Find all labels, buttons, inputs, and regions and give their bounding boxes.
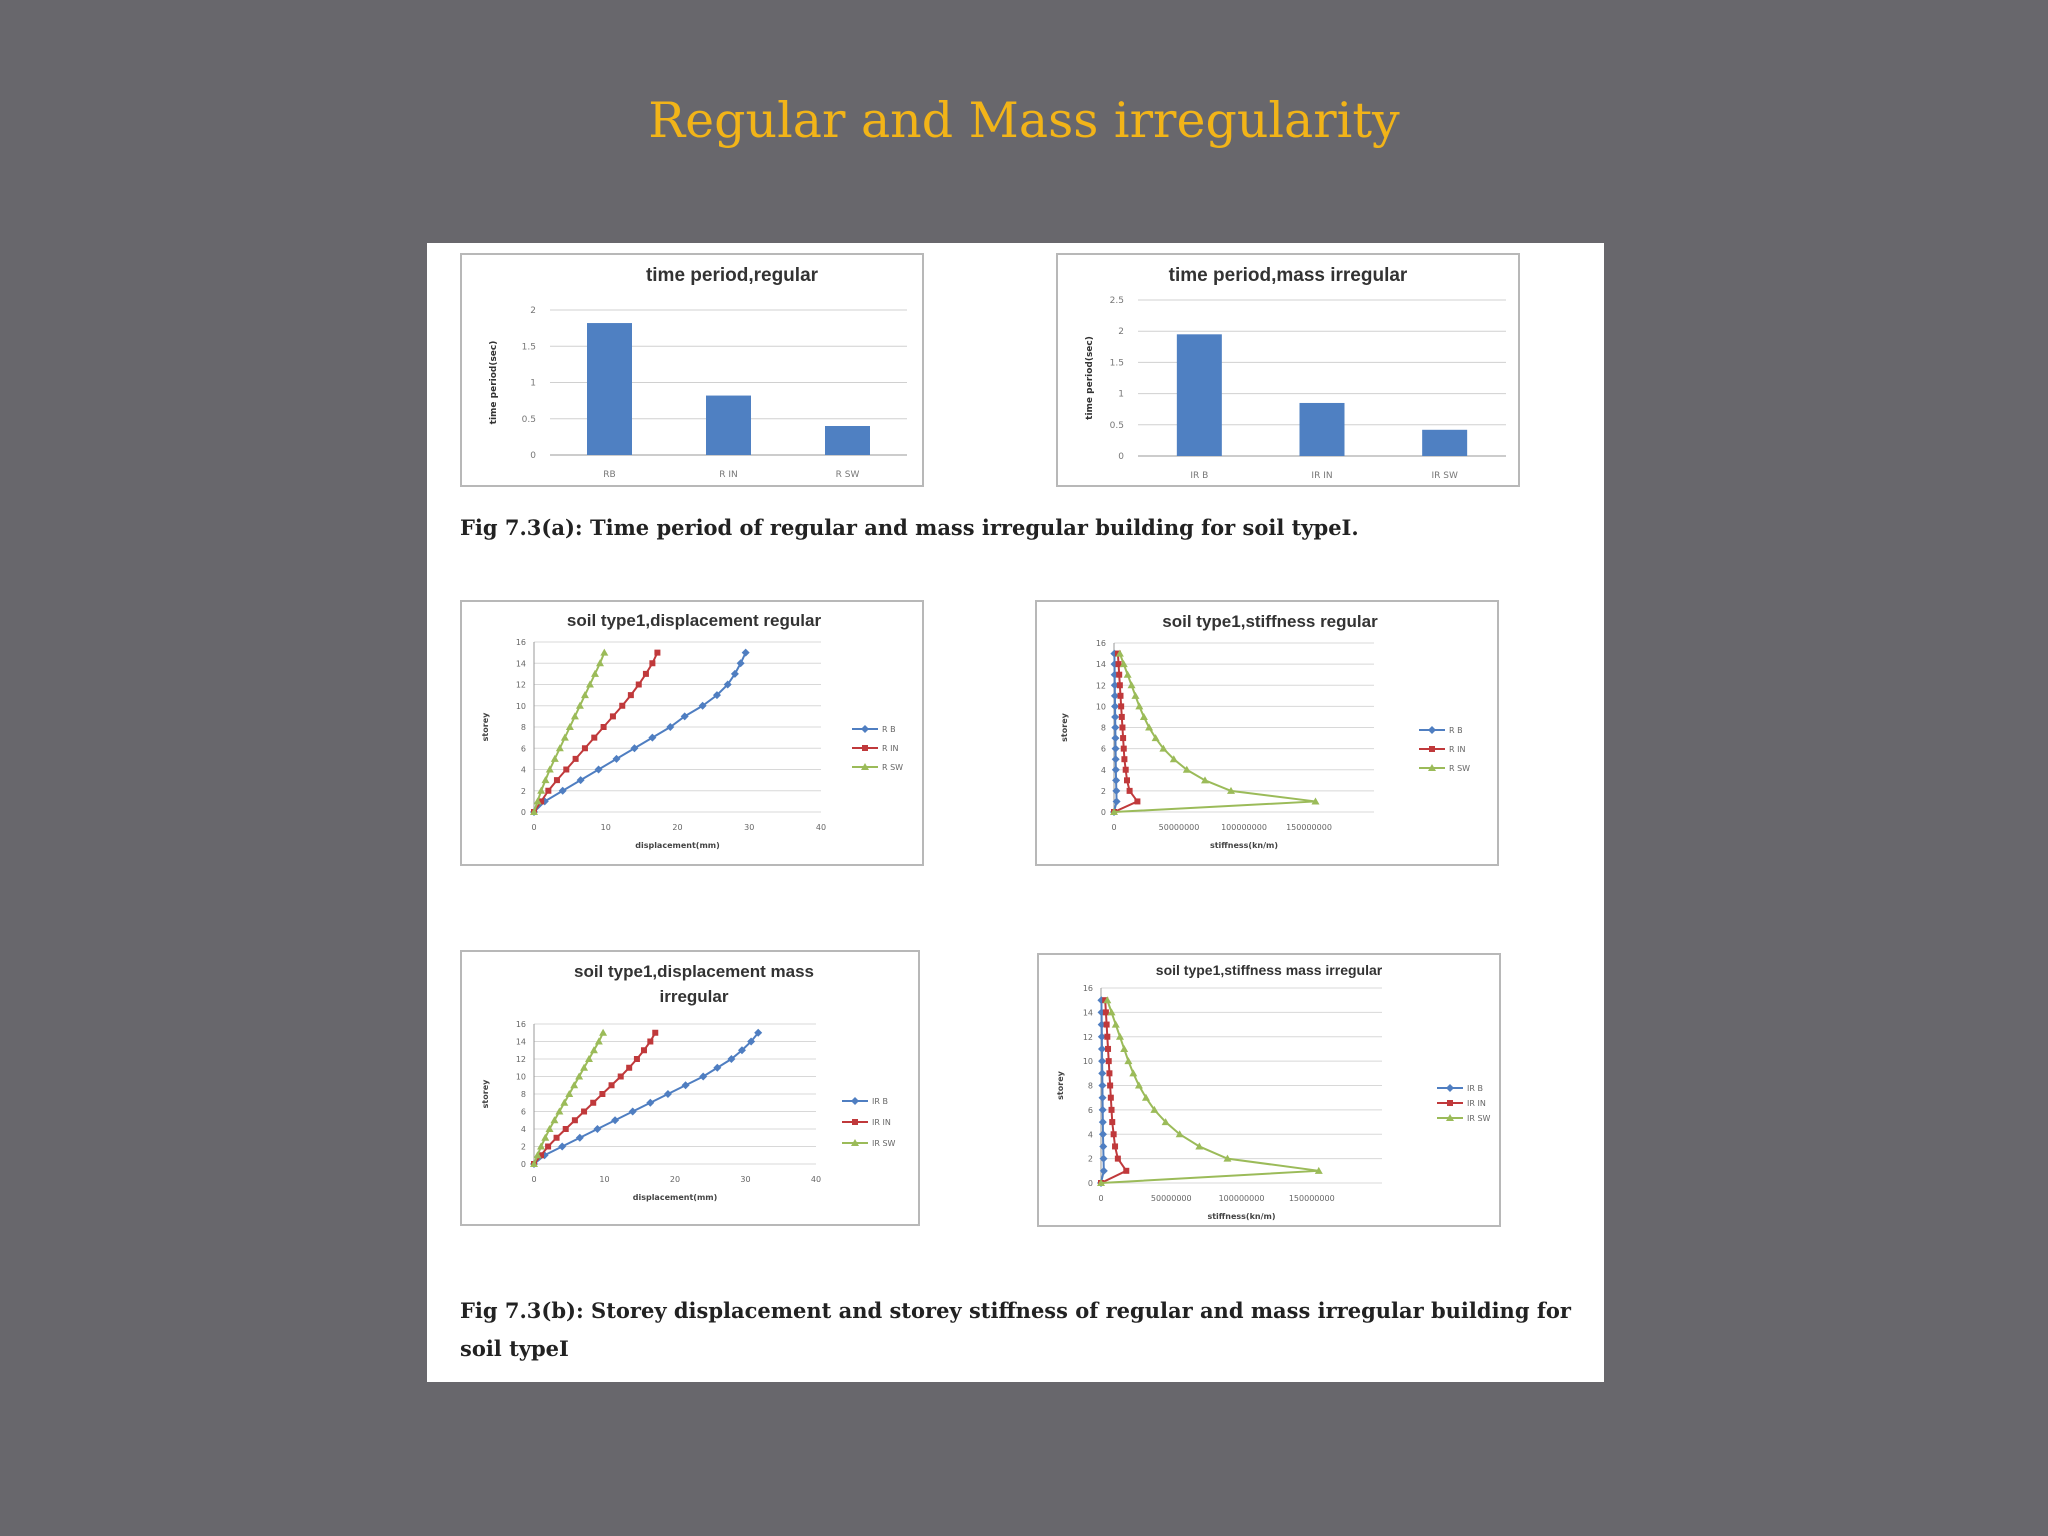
chart-title: soil type1,stiffness regular [1162,612,1378,631]
data-point [581,691,589,698]
x-tick-label: 50000000 [1158,823,1200,832]
y-tick-label: 12 [515,680,526,690]
chart-title: soil type1,stiffness mass irregular [1155,962,1383,978]
data-point [609,1082,615,1088]
data-point [1098,1082,1106,1090]
caption-fig-b: Fig 7.3(b): Storey displacement and storey stiffness of regular and mass irregular building for soil typeI [460,1298,1571,1361]
data-point [1112,755,1120,763]
data-point [851,1097,859,1105]
data-point [571,712,579,719]
data-point [1098,1045,1106,1053]
data-point [1099,1106,1107,1114]
data-point [1099,1130,1107,1138]
data-point [654,650,660,656]
y-tick-label: 2 [1087,1154,1093,1164]
data-point [1120,735,1126,741]
y-tick-label: 0.5 [521,414,536,425]
data-point [1104,1022,1110,1028]
y-axis-label: time period(sec) [1085,336,1095,420]
data-point [551,755,559,762]
y-axis-label: storey [481,712,490,742]
chart-time-period-mass-irregular [1056,253,1520,487]
data-point [1129,1069,1137,1076]
y-tick-label: 2 [520,786,526,796]
y-tick-label: 8 [520,723,526,732]
legend-label: IR SW [872,1139,896,1148]
chart-svg [1039,955,1499,1225]
bar [825,426,870,455]
y-tick-label: 16 [1082,984,1093,993]
chart-svg [462,602,922,864]
y-tick-label: 16 [1095,639,1106,648]
chart-svg [462,952,918,1224]
y-tick-label: 10 [515,1072,526,1082]
chart-title: time period,regular [645,265,819,286]
bar [1422,430,1467,456]
y-tick-label: 10 [1095,702,1106,712]
x-tick-label: IR B [1190,471,1209,481]
data-point [600,649,608,656]
y-tick-label: 14 [515,659,526,669]
chart-displacement-regular [460,600,924,866]
y-tick-label: 2 [520,1142,526,1152]
data-point [634,1056,640,1062]
data-point [737,659,745,667]
data-point [1109,1107,1115,1113]
data-point [545,1144,551,1150]
x-tick-label: 10 [600,823,611,832]
data-point [1118,693,1124,699]
x-axis-label: displacement(mm) [635,841,720,850]
series-line [534,653,746,812]
data-point [591,670,599,677]
data-point [1124,777,1130,783]
chart-title: soil type1,displacement regular [566,611,822,630]
data-point [582,745,588,751]
data-point [611,1116,619,1124]
data-point [541,776,549,783]
y-tick-label: 0 [1118,452,1124,462]
y-tick-label: 2 [1100,786,1106,796]
data-point [1112,766,1120,774]
data-point [1112,1143,1118,1149]
x-tick-label: R IN [719,470,738,480]
data-point [1106,1058,1112,1064]
data-point [626,1065,632,1071]
data-point [1107,1083,1113,1089]
y-tick-label: 6 [1100,744,1106,754]
y-tick-label: 1.5 [1109,358,1124,369]
legend-label: IR IN [872,1118,891,1127]
x-tick-label: 40 [815,823,827,832]
bar [587,323,632,455]
y-axis-label: storey [1056,1071,1065,1100]
data-point [610,713,616,719]
data-point [545,788,551,794]
x-tick-label: 40 [810,1175,822,1184]
data-point [1112,1021,1120,1028]
series-line [1101,1000,1319,1183]
data-point [1119,725,1125,731]
data-point [629,1108,637,1116]
x-tick-label: 20 [672,823,683,832]
data-point [1140,713,1148,720]
data-point [1109,1119,1115,1125]
y-axis-label: storey [481,1079,490,1109]
data-point [1098,1069,1106,1077]
y-tick-label: 1 [1118,389,1124,400]
data-point [1429,746,1435,752]
y-tick-label: 16 [515,638,526,647]
legend-label: R SW [882,763,904,772]
y-tick-label: 12 [515,1055,526,1064]
data-point [646,1099,654,1107]
y-tick-label: 14 [1082,1008,1093,1018]
data-point [1115,1156,1121,1162]
y-tick-label: 0 [1100,808,1106,817]
x-tick-label: 150000000 [1288,1194,1335,1203]
x-tick-label: IR IN [1311,471,1333,481]
data-point [1111,724,1119,732]
x-tick-label: 0 [1098,1194,1104,1203]
data-point [599,1029,607,1036]
x-tick-label: 0 [1111,823,1117,832]
data-point [1121,756,1127,762]
x-axis-label: stiffness(kn/m) [1207,1212,1276,1221]
y-tick-label: 10 [1082,1057,1093,1067]
y-tick-label: 4 [520,765,526,775]
legend-label: R SW [1449,764,1471,773]
chart-stiffness-regular [1035,600,1499,866]
data-point [573,756,579,762]
y-tick-label: 0 [520,1160,526,1169]
legend-label: R B [882,725,896,734]
chart-svg [1058,255,1518,485]
data-point [1446,1084,1454,1092]
data-point [1099,1142,1107,1150]
data-point [563,767,569,773]
legend-label: R IN [1449,745,1466,754]
data-point [558,1143,566,1151]
data-point [599,1091,605,1097]
data-point [1105,1046,1111,1052]
data-point [554,1135,560,1141]
data-point [649,660,655,666]
figure-panel [427,243,1604,1382]
series-line [1114,654,1316,812]
slide-title: Regular and Mass irregularity [648,92,1400,149]
data-point [1106,1070,1112,1076]
data-point [1111,713,1119,721]
data-point [1111,1131,1117,1137]
y-tick-label: 8 [1087,1081,1093,1091]
x-tick-label: 0 [531,823,537,832]
x-tick-label: 30 [740,1175,751,1184]
bar [1177,334,1222,456]
legend-label: IR IN [1467,1099,1486,1108]
y-tick-label: 10 [515,701,526,711]
x-tick-label: R SW [835,470,860,480]
data-point [601,724,607,730]
data-point [1099,1118,1107,1126]
data-point [581,1109,587,1115]
y-tick-label: 6 [520,1107,526,1117]
y-tick-label: 16 [515,1020,526,1029]
data-point [852,1119,858,1125]
chart-svg [1037,602,1497,864]
y-tick-label: 1.5 [521,342,536,353]
data-point [1112,745,1120,753]
y-tick-label: 6 [1087,1105,1093,1115]
data-point [1119,714,1125,720]
x-tick-label: 30 [744,823,755,832]
data-point [682,1081,690,1089]
data-point [1123,1168,1129,1174]
chart-stiffness-mass-irregular [1037,953,1501,1227]
legend-label: IR B [872,1097,888,1106]
data-point [1112,776,1120,784]
x-axis-label: stiffness(kn/m) [1209,841,1279,850]
data-point [576,1134,584,1142]
data-point [1127,788,1133,794]
data-point [593,1125,601,1133]
data-point [619,703,625,709]
data-point [561,734,569,741]
y-tick-label: 12 [1095,681,1106,691]
y-tick-label: 12 [1082,1032,1093,1042]
x-tick-label: 10 [599,1175,610,1184]
data-point [1120,1045,1128,1052]
data-point [1103,1009,1109,1015]
data-point [1124,671,1132,678]
y-tick-label: 14 [515,1037,526,1047]
data-point [742,649,750,657]
data-point [1108,1095,1114,1101]
data-point [618,1074,624,1080]
y-tick-label: 6 [520,744,526,754]
y-tick-label: 0 [530,451,536,461]
y-tick-label: 0 [520,808,526,817]
data-point [563,1126,569,1132]
data-point [647,1039,653,1045]
data-point [1111,702,1119,710]
legend-label: R IN [882,744,899,753]
y-tick-label: 0 [1087,1179,1093,1188]
y-tick-label: 2 [530,306,536,316]
bar [706,396,751,455]
y-axis-label: time period(sec) [489,340,499,425]
data-point [1123,767,1129,773]
series-line [1101,1000,1126,1183]
chart-title: time period,mass irregular [1168,265,1408,286]
y-tick-label: 4 [520,1125,526,1134]
x-tick-label: 50000000 [1150,1194,1192,1203]
data-point [652,1030,658,1036]
x-tick-label: 0 [531,1175,537,1184]
data-point [590,1100,596,1106]
chart-svg [462,255,922,485]
data-point [572,1117,578,1123]
y-tick-label: 4 [1087,1130,1093,1140]
y-tick-label: 8 [520,1090,526,1099]
data-point [636,682,642,688]
data-point [641,1047,647,1053]
data-point [591,735,597,741]
x-tick-label: 100000000 [1221,823,1267,832]
chart-time-period-regular [460,253,924,487]
data-point [1117,682,1123,688]
x-tick-label: 150000000 [1286,823,1332,832]
data-point [1104,1034,1110,1040]
chart-title: soil type1,displacement mass [574,962,814,981]
y-axis-label: storey [1060,713,1069,742]
chart-title: irregular [659,987,729,1006]
bar [1300,403,1345,456]
y-tick-label: 8 [1100,723,1106,733]
y-tick-label: 2.5 [1109,296,1124,306]
y-tick-label: 14 [1095,660,1106,670]
data-point [862,745,868,751]
data-point [554,777,560,783]
data-point [1121,746,1127,752]
caption-fig-a: Fig 7.3(a): Time period of regular and mass irregular building for soil typeI. [460,515,1359,540]
data-point [1116,672,1122,678]
x-axis-label: displacement(mm) [632,1193,718,1202]
legend-label: IR SW [1467,1114,1491,1123]
chart-displacement-mass-irregular [460,950,920,1226]
x-tick-label: 20 [669,1175,681,1184]
data-point [1111,734,1119,742]
legend-label: R B [1449,726,1463,735]
x-tick-label: IR SW [1431,471,1458,481]
data-point [643,671,649,677]
data-point [1428,726,1436,734]
data-point [1098,1057,1106,1065]
data-point [664,1090,672,1098]
x-tick-label: 100000000 [1218,1194,1265,1203]
legend-label: IR B [1467,1084,1483,1093]
y-tick-label: 2 [1118,327,1124,338]
y-tick-label: 0.5 [1109,420,1124,431]
data-point [1099,1094,1107,1102]
data-point [628,692,634,698]
data-point [861,725,869,733]
data-point [1131,692,1139,699]
data-point [1447,1100,1453,1106]
y-tick-label: 1 [530,378,536,389]
data-point [1118,703,1124,709]
data-point [541,1134,549,1141]
y-tick-label: 4 [1100,765,1106,775]
data-point [1134,798,1140,804]
x-tick-label: RB [603,470,616,480]
data-point [1195,1142,1203,1149]
